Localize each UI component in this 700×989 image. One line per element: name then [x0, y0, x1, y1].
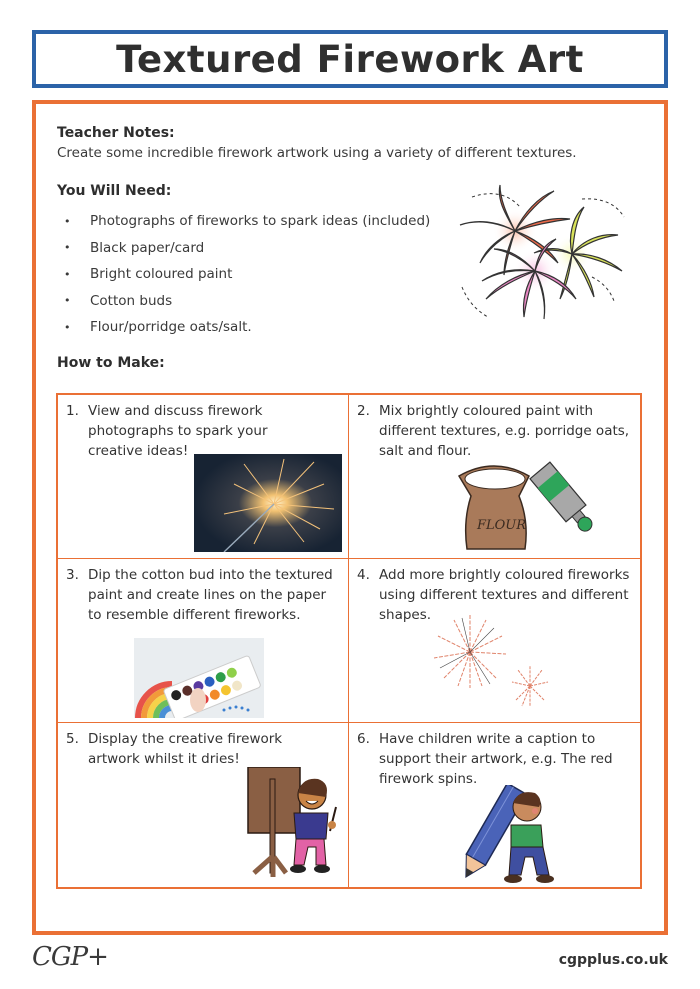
step-text: Have children write a caption to support their artwork, e.g. The red firework spins.	[379, 731, 613, 787]
bullet-icon: •	[64, 214, 71, 228]
step-text: Display the creative firework artwork whilst it dries!	[88, 731, 283, 767]
step-number: 6.	[357, 731, 370, 747]
you-will-need-heading: You Will Need:	[57, 183, 172, 199]
fireworks-clipart-icon	[442, 177, 630, 327]
child-with-pencil-icon	[449, 785, 569, 885]
child-with-easel-icon	[246, 767, 346, 882]
flour-sack-and-paint-tube-icon	[449, 451, 599, 551]
list-item: • Photographs of fireworks to spark ideas (included)	[64, 213, 431, 230]
step-text: Mix brightly coloured paint with different textures, e.g. porridge oats, salt and flour.	[379, 403, 630, 459]
teacher-notes-text: Create some incredible firework artwork using a variety of different textures.	[57, 145, 577, 161]
page-title: Textured Firework Art	[116, 37, 584, 81]
step-cell-5	[58, 723, 349, 887]
step-cell-3	[58, 559, 349, 723]
step-cell-2	[349, 395, 640, 559]
footer-website-link[interactable]: cgpplus.co.uk	[558, 952, 668, 968]
bullet-icon: •	[64, 294, 71, 308]
svg-text:FLOUR: FLOUR	[477, 518, 527, 533]
materials-list	[64, 208, 430, 341]
step-number: 3.	[66, 567, 79, 583]
how-to-make-heading: How to Make:	[57, 355, 165, 371]
list-item: • Black paper/card	[64, 239, 205, 256]
list-item: • Cotton buds	[64, 292, 173, 309]
firework-bursts-icon	[434, 614, 554, 709]
step-number: 4.	[357, 567, 370, 583]
paint-palette-photo-icon	[134, 638, 264, 718]
step-number: 5.	[66, 731, 79, 747]
step-text: Add more brightly coloured fireworks using different textures and different shapes.	[379, 567, 630, 623]
step-text: View and discuss firework photographs to spark your creative ideas!	[88, 403, 268, 459]
step-cell-6	[349, 723, 640, 887]
title-banner	[32, 30, 668, 88]
step-number: 1.	[66, 403, 79, 419]
teacher-notes-heading: Teacher Notes:	[57, 125, 175, 141]
step-cell-1	[58, 395, 349, 559]
sparkler-photo-icon	[194, 454, 342, 552]
list-item: • Bright coloured paint	[64, 266, 233, 283]
step-number: 2.	[357, 403, 370, 419]
step-text: Dip the cotton bud into the textured paint and create lines on the paper to resemble different fireworks.	[88, 567, 333, 623]
bullet-icon: •	[64, 241, 71, 255]
step-cell-4	[349, 559, 640, 723]
bullet-icon: •	[64, 320, 71, 334]
bullet-icon: •	[64, 267, 71, 281]
cgp-logo: CGP+	[32, 942, 108, 972]
list-item: • Flour/porridge oats/salt.	[64, 319, 252, 336]
steps-table	[56, 393, 642, 889]
